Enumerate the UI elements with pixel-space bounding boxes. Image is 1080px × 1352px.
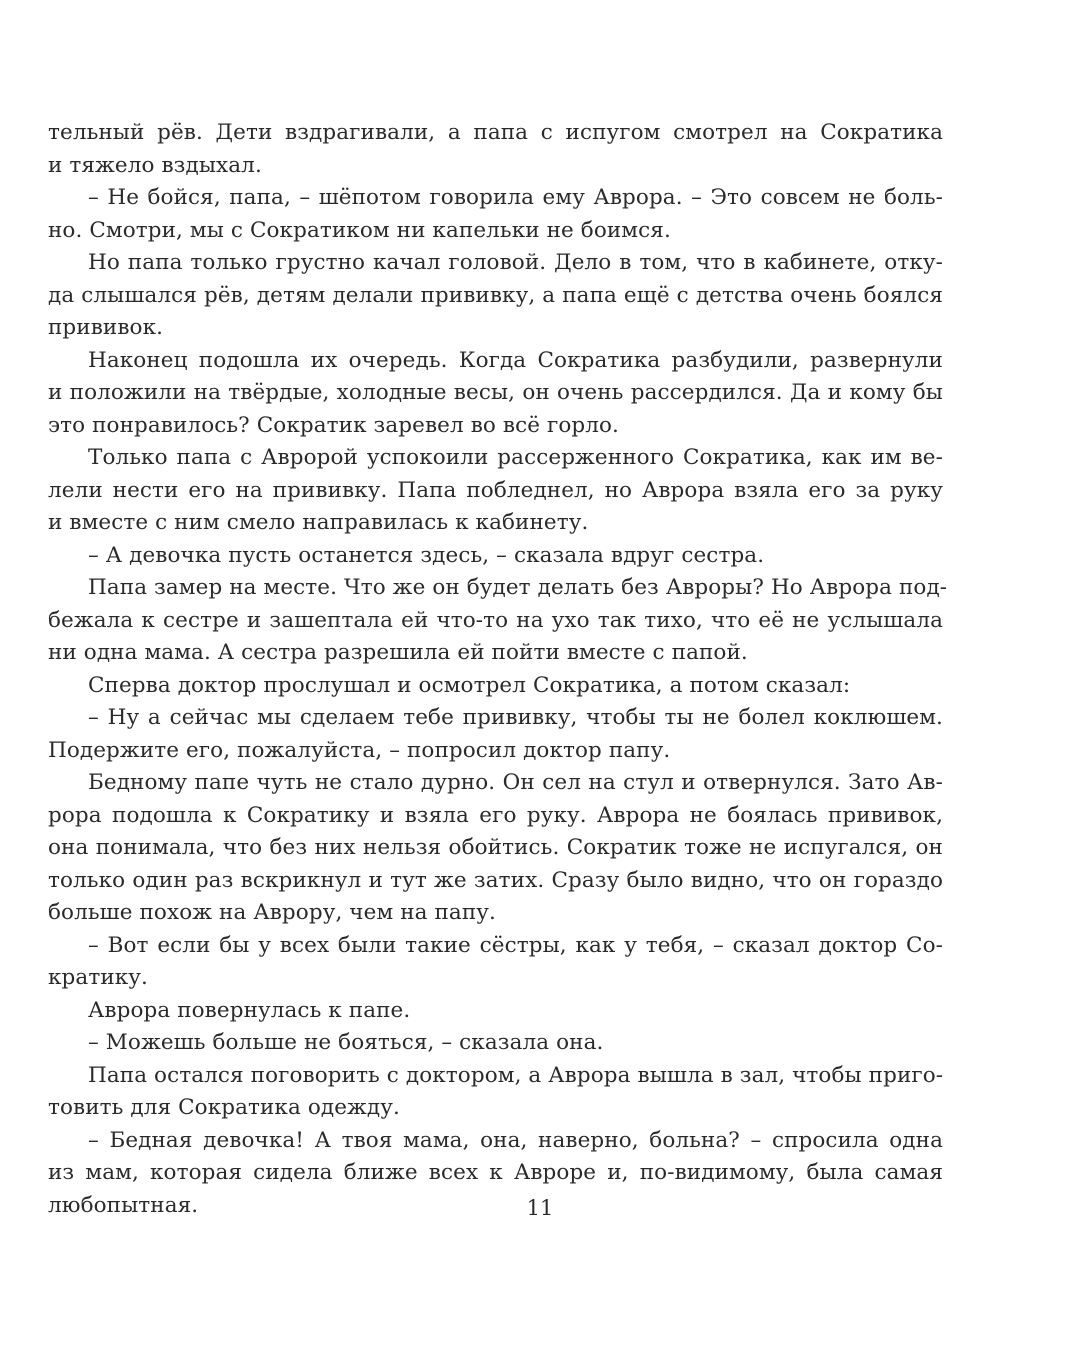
text-line: но. Смотри, мы с Сократиком ни капельки не боимся. [48, 217, 671, 243]
text-line: ни одна мама. А сестра разрешила ей пойти вместе с папой. [48, 640, 748, 665]
text-line: рора подошла к Сократику и взяла его руку. Аврора не боялась прививок, [48, 802, 943, 828]
page-number: 11 [526, 1196, 554, 1220]
text-line: – Не бойся, папа, – шёпотом говорила ему Аврора. – Это совсем не боль- [88, 185, 943, 210]
text-line: – А девочка пусть останется здесь, – сказала вдруг сестра. [88, 542, 765, 568]
text-line: Наконец подошла их очередь. Когда Сократика разбудили, развернули [88, 347, 943, 373]
text-line: Сперва доктор прослушал и осмотрел Сократика, а потом сказал: [88, 672, 851, 698]
text-line: бежала к сестре и зашептала ей что-то на ухо так тихо, что её не услышала [48, 607, 943, 633]
text-line: – Вот если бы у всех были такие сёстры, как у тебя, – сказал доктор Со- [88, 932, 943, 958]
text-line: Аврора повернулась к папе. [88, 997, 411, 1023]
text-line: Только папа с Авророй успокоили рассерженного Сократика, как им ве- [88, 445, 943, 470]
text-line: Папа остался поговорить с доктором, а Аврора вышла в зал, чтобы приго- [88, 1062, 944, 1088]
text-line: Подержите его, пожалуйста, – попросил доктор папу. [48, 737, 671, 763]
text-line: и тяжело вздыхал. [48, 152, 262, 178]
text-line: – Ну а сейчас мы сделаем тебе прививку, чтобы ты не болел коклюшем. [88, 705, 943, 730]
text-line: тельный рёв. Дети вздрагивали, а папа с испугом смотрел на Сократика [48, 120, 943, 145]
text-line: больше похож на Аврору, чем на папу. [48, 900, 496, 925]
text-line: Бедному папе чуть не стало дурно. Он сел на стул и отвернулся. Зато Ав- [88, 770, 943, 795]
text-line: Но папа только грустно качал головой. Дело в том, что в кабинете, отку- [88, 250, 943, 275]
text-line: она понимала, что без них нельзя обойтись. Сократик тоже не испугался, он [48, 835, 943, 860]
page-body-text [48, 117, 948, 1222]
text-line: из мам, которая сидела ближе всех к Авроре и, по-видимому, была самая [48, 1160, 943, 1185]
text-line: это понравилось? Сократик заревел во всё горло. [48, 412, 619, 438]
text-line: – Бедная девочка! А твоя мама, она, наверно, больна? – спросила одна [88, 1127, 943, 1153]
text-line: лели нести его на прививку. Папа побледнел, но Аврора взяла его за руку [48, 477, 943, 503]
text-line: и положили на твёрдые, холодные весы, он очень рассердился. Да и кому бы [48, 380, 943, 405]
text-line: товить для Сократика одежду. [48, 1095, 400, 1120]
text-line: любопытная. [48, 1192, 199, 1218]
text-line: кратику. [48, 965, 148, 990]
text-line: да слышался рёв, детям делали прививку, а папа ещё с детства очень боялся [48, 282, 943, 308]
text-line: и вместе с ним смело направилась к кабинету. [48, 510, 589, 535]
text-line: только один раз вскрикнул и тут же затих. Сразу было видно, что он гораздо [48, 867, 943, 893]
text-line: прививок. [48, 315, 164, 340]
text-line: – Можешь больше не бояться, – сказала она. [88, 1030, 604, 1055]
text-line: Папа замер на месте. Что же он будет делать без Авроры? Но Аврора под- [88, 575, 948, 600]
